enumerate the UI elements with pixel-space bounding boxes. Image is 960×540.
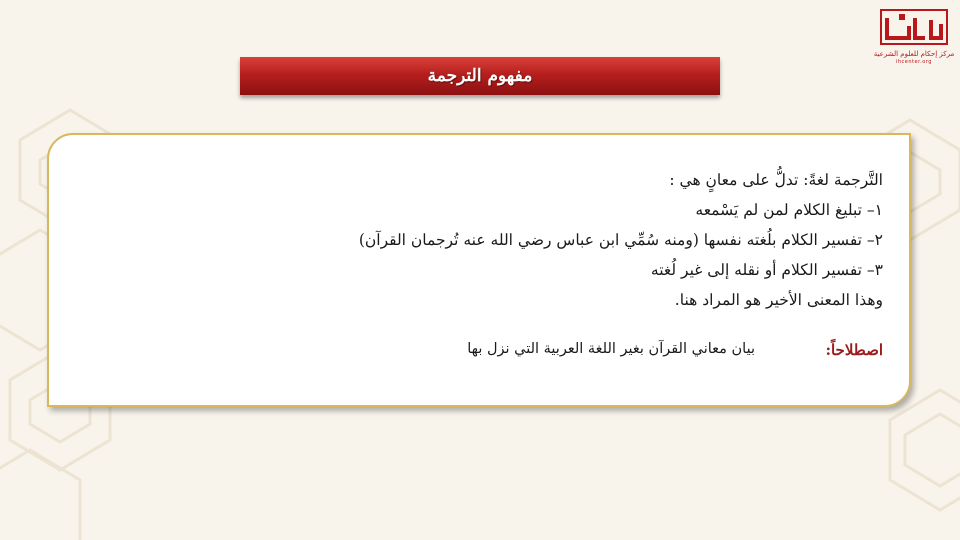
logo-tiny-text: ihcenter.org: [896, 59, 932, 65]
line-meaning-3: ٣– تفسير الكلام أو نقله إلى غير لُغته: [650, 261, 883, 279]
title-bar: [240, 57, 720, 95]
logo-mark-icon: [879, 6, 949, 48]
slide-title: مفهوم الترجمة: [427, 66, 533, 86]
line-meaning-2: ٢– تفسير الكلام بلُغته نفسها (ومنه سُمِّي ابن عباس رضي الله عنه تُرجمان القرآن): [358, 231, 883, 249]
line-intro: التَّرجمة لغةً: تدلُّ على معانٍ هي :: [669, 171, 883, 189]
term-definition: بيان معاني القرآن بغير اللغة العربية التي نزل بها: [467, 341, 755, 357]
content-box: [47, 133, 911, 407]
line-meaning-1: ١– تبليغ الكلام لمن لم يَسْمعه: [695, 201, 883, 219]
line-conclusion: وهذا المعنى الأخير هو المراد هنا.: [674, 291, 883, 309]
logo-subtitle: مركز إحكام للعلوم الشرعية: [873, 50, 955, 58]
term-label: اصطلاحاً:: [825, 341, 883, 359]
brand-logo: [873, 6, 955, 78]
definition-lines: [63, 165, 883, 315]
term-row: [63, 341, 883, 365]
